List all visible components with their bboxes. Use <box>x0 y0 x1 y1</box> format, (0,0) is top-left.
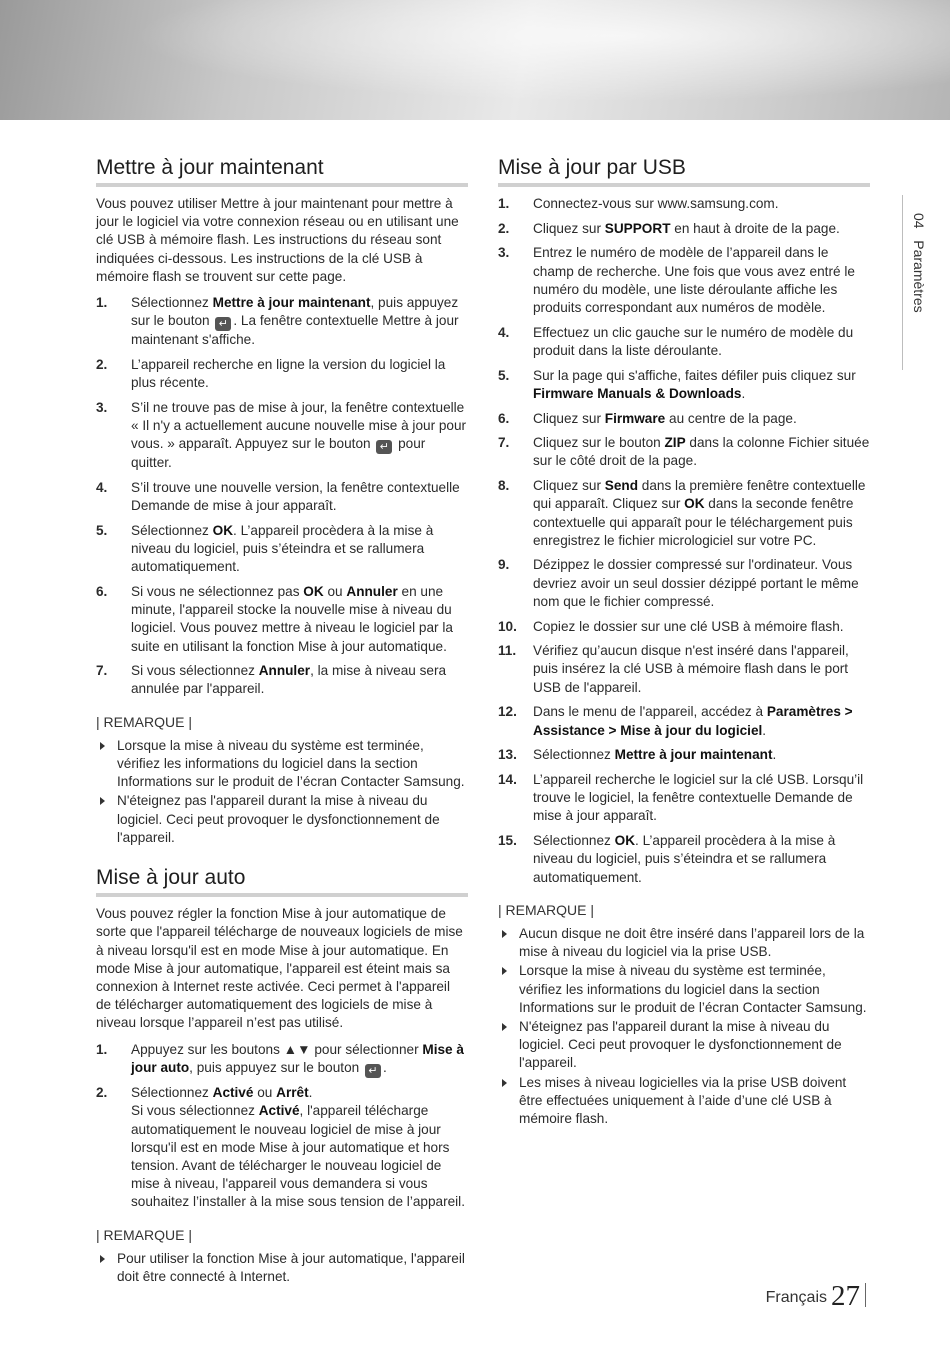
section-title-update-now: Mettre à jour maintenant <box>96 155 468 187</box>
note-heading: | REMARQUE | <box>96 713 192 730</box>
list-item: 7. Si vous sélectionnez Annuler, la mise à niveau sera annulée par l'appareil. <box>96 663 447 697</box>
header-banner <box>0 0 950 120</box>
list-item: 14. L’appareil recherche le logiciel sur la clé USB. Lorsqu’il trouve le logiciel, la fenêtre contextuelle Demande de mise à jour apparaît. <box>498 771 864 824</box>
list-item: 11. Vérifiez qu’aucun disque n'est inséré dans l'appareil, puis insérez la clé USB à mémoire flash dans le port USB de l'appareil. <box>498 643 849 695</box>
note-item: Lorsque la mise à niveau du système est terminée, vérifiez les informations du logiciel dans la section Informations sur le produit de l’écran Contacter Samsung. <box>498 962 870 1017</box>
auto-update-intro: Vous pouvez régler la fonction Mise à jour automatique de sorte que l'appareil télécharge de nouveaux logiciels de mise à niveau lorsqu'il est en mode Mise à jour automatique. En mode Mise à jour automatique, l'appareil est éteint mais sa connexion à Internet reste activée. Ceci permet à l'appareil de télécharger automatiquement des logiciels de mise à niveau lorsque l’appareil n’est pas utilisé. <box>96 906 463 1031</box>
page-footer <box>766 1280 866 1313</box>
triangle-bullet-icon <box>502 967 507 975</box>
list-item: 10. Copiez le dossier sur une clé USB à mémoire flash. <box>498 618 844 634</box>
chapter-side-tab <box>902 195 933 370</box>
list-item: 5. Sélectionnez OK. L’appareil procèdera à la mise à niveau du logiciel, puis s’éteindra et se rallumera automatiquement. <box>96 522 434 575</box>
section-title-usb-update: Mise à jour par USB <box>498 155 870 187</box>
update-now-intro: Vous pouvez utiliser Mettre à jour maintenant pour mettre à jour le logiciel via votre connexion réseau ou en utilisant une clé USB à mémoire flash. Les instructions du réseau sont indiquées ci-dessous. Les instructions de la clé USB à mémoire flash se trouvent sur cette page. <box>96 196 459 284</box>
list-item: 15. Sélectionnez OK. L’appareil procèdera à la mise à niveau du logiciel, puis s’éteindra et se rallumera automatiquement. <box>498 833 836 885</box>
left-column <box>96 155 468 1296</box>
list-item: 2. Cliquez sur SUPPORT en haut à droite de la page. <box>498 220 840 236</box>
note-item: Lorsque la mise à niveau du système est terminée, vérifiez les informations du logiciel dans la section Informations sur le produit de l’écran Contacter Samsung. <box>96 737 468 792</box>
list-item: 1. Appuyez sur les boutons ▲▼ pour sélectionner Mise à jour auto, puis appuyez sur le bouton ↵ . <box>96 1041 464 1077</box>
note-item: N'éteignez pas l'appareil durant la mise à niveau du logiciel. Ceci peut provoquer le dysfonctionnement de l'appareil. <box>498 1018 870 1073</box>
list-item: 3. Entrez le numéro de modèle de l’appareil dans le champ de recherche. Une fois que vous avez entré le numéro du modèle, une liste déroulante affiche les produits correspondant aux numéros de modèle. <box>498 245 855 316</box>
enter-icon: ↵ <box>215 317 231 331</box>
right-column <box>498 155 870 1138</box>
enter-icon: ↵ <box>376 440 392 454</box>
triangle-bullet-icon <box>502 1079 507 1087</box>
chapter-number: 04 <box>911 213 927 229</box>
list-item: 13. Sélectionnez Mettre à jour maintenant. <box>498 747 777 763</box>
update-now-notes <box>96 737 468 847</box>
note-heading: | REMARQUE | <box>498 901 594 918</box>
note-item: Pour utiliser la fonction Mise à jour automatique, l'appareil doit être connecté à Internet. <box>96 1250 468 1286</box>
triangle-bullet-icon <box>502 1023 507 1031</box>
list-item: 2. L’appareil recherche en ligne la version du logiciel la plus récente. <box>96 356 446 391</box>
list-item: 6. Si vous ne sélectionnez pas OK ou Annuler en une minute, l'appareil stocke la nouvelle mise à niveau du logiciel. Vous pouvez mettre à niveau le logiciel par la suite en utilisant la fonction Mise à jour automatique. <box>96 583 453 654</box>
auto-update-steps <box>96 1041 468 1212</box>
list-item: 6. Cliquez sur Firmware au centre de la page. <box>498 410 797 426</box>
note-item: N'éteignez pas l'appareil durant la mise à niveau du logiciel. Ceci peut provoquer le dysfonctionnement de l'appareil. <box>96 792 468 847</box>
enter-icon: ↵ <box>365 1064 381 1078</box>
note-item: Les mises à niveau logicielles via la prise USB doivent être effectuées uniquement à l’aide d’une clé USB à mémoire flash. <box>498 1074 870 1129</box>
list-item: 8. Cliquez sur Send dans la première fenêtre contextuelle qui apparaît. Cliquez sur OK dans la seconde fenêtre contextuelle qui apparaît pour le téléchargement puis enregistrez le fichier micrologiciel sur votre PC. <box>498 478 866 548</box>
list-item: 3. S’il ne trouve pas de mise à jour, la fenêtre contextuelle « Il n'y a actuellement aucune nouvelle mise à jour pour vous. » apparaît. Appuyez sur le bouton ↵ pour quitter. <box>96 399 467 471</box>
footer-language: Français <box>765 1289 827 1306</box>
footer-divider <box>865 1283 866 1307</box>
list-item: 9. Dézippez le dossier compressé sur l'ordinateur. Vous devriez avoir un seul dossier dézippé portant le même nom que le fichier compressé. <box>498 557 859 609</box>
auto-update-notes <box>96 1250 468 1286</box>
list-item: 7. Cliquez sur le bouton ZIP dans la colonne Fichier située sur le côté droit de la page. <box>498 435 870 469</box>
list-item: 2. Sélectionnez Activé ou Arrêt. Si vous sélectionnez Activé, l'appareil télécharge automatiquement le nouveau logiciel de mise à jour lorsqu'il est en mode Mise à jour automatique et hors tension. Avant de télécharger le nouveau logiciel de mise à niveau, l'appareil vous demandera si vous souhaitez l’installer à la mise sous tension de l’appareil. <box>96 1085 465 1210</box>
note-item: Aucun disque ne doit être inséré dans l’appareil lors de la mise à niveau du logiciel via la prise USB. <box>498 925 870 961</box>
section-title-auto-update: Mise à jour auto <box>96 865 468 897</box>
list-item: 12. Dans le menu de l'appareil, accédez à Paramètres > Assistance > Mise à jour du logiciel. <box>498 704 853 738</box>
list-item: 1. Connectez-vous sur www.samsung.com. <box>498 196 779 211</box>
list-item: 4. S’il trouve une nouvelle version, la fenêtre contextuelle Demande de mise à jour apparaît. <box>96 479 460 514</box>
update-now-steps <box>96 294 468 699</box>
triangle-bullet-icon <box>502 930 507 938</box>
page-number: 27 <box>831 1280 860 1312</box>
usb-update-notes <box>498 925 870 1128</box>
triangle-bullet-icon <box>100 797 105 805</box>
triangle-bullet-icon <box>100 742 105 750</box>
list-item: 4. Effectuez un clic gauche sur le numéro de modèle du produit dans la liste déroulante. <box>498 324 854 358</box>
usb-update-steps <box>498 195 870 887</box>
list-item: 5. Sur la page qui s'affiche, faites défiler puis cliquez sur Firmware Manuals & Downloads. <box>498 367 856 401</box>
note-heading: | REMARQUE | <box>96 1226 192 1243</box>
triangle-bullet-icon <box>100 1255 105 1263</box>
list-item: 1. Sélectionnez Mettre à jour maintenant, puis appuyez sur le bouton ↵ . La fenêtre contextuelle Mettre à jour maintenant s'affiche. <box>96 295 459 348</box>
chapter-label: Paramètres <box>911 240 927 313</box>
